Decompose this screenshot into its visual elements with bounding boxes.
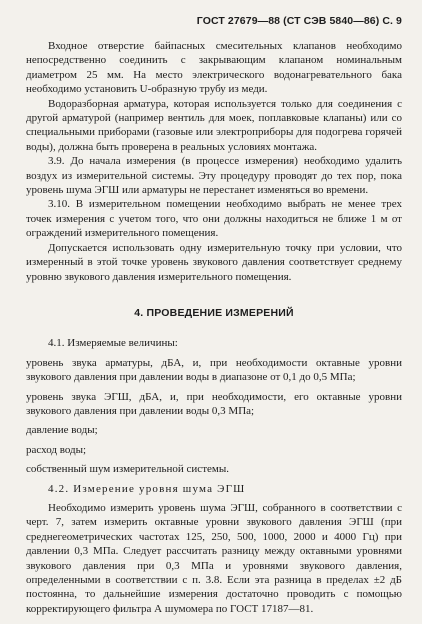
list-item: расход воды;	[26, 443, 87, 456]
paragraph-bypass-valves: Входное отверстие байпасных смесительных клапанов необходимо непосредственно соединить с закрывающим клапаном номинальным диаметром 25 мм. На место электрического водонагревательного бака необходимо установить U-образную трубу из меди.	[26, 40, 402, 96]
document-body	[26, 39, 402, 616]
paragraph-single-point: Допускается использовать одну измерительную точку при условии, что измеренный в этой точке уровень звукового давления соответствует среднему уровню звукового давления измерительного помещения.	[26, 241, 402, 283]
subsection-4-1: 4.1. Измеряемые величины:	[48, 337, 178, 350]
subsection-4-2: 4.2. Измерение уровня шума ЭГШ	[48, 482, 246, 495]
page-header: ГОСТ 27679—88 (СТ СЭВ 5840—86) С. 9	[196, 15, 402, 27]
list-item: собственный шум измерительной системы.	[26, 463, 229, 476]
list-item: уровень звука арматуры, дБА, и, при необходимости октавные уровни звукового давления при давлении воды в диапазоне от 0,1 до 0,5 МПа;	[26, 356, 402, 384]
paragraph-fittings: Водоразборная арматура, которая используется только для соединения с другой арматурой (например вентиль для моек, поплавковые клапаны) или со специальными приборами (газовые или электроприборы для подогрева горячей воды), должна быть проверена в реальных условиях монтажа.	[26, 97, 402, 153]
section-heading: 4. ПРОВЕДЕНИЕ ИЗМЕРЕНИЙ	[134, 306, 294, 319]
paragraph-egsh-measurement: Необходимо измерить уровень шума ЭГШ, собранного в соответствии с черт. 7, затем измерить октавные уровни звукового давления ЭГШ (при среднегеометрических частотах 125, 250, 500, 1000, 2000 и 4000 Гц) при давлении 0,3 МПа. Следует рассчитать разницу между октавными уровнями звукового давления при 0,3 МПа и уровнями звукового давления, определенными в соответствии с п. 3.8. Если эта разница в пределах ±2 дБ постоянна, то дальнейшие измерения достаточно проводить с помощью корректирующего фильтра А шумомера по ГОСТ 17187—81.	[26, 501, 402, 615]
paragraph-3-9: 3.9. До начала измерения (в процессе измерения) необходимо удалить воздух из измерительной системы. Эту процедуру проводят до тех пор, пока уровень шума ЭГШ или арматуры не перестанет изменяться во времени.	[26, 155, 402, 197]
list-item: давление воды;	[26, 424, 98, 437]
paragraph-3-10: 3.10. В измерительном помещении необходимо выбрать не менее трех точек измерения с учетом того, что они должны находиться не ближе 1 м от ограждений измерительного помещения.	[26, 198, 402, 240]
list-item: уровень звука ЭГШ, дБА, и, при необходимости, его октавные уровни звукового давления при давлении воды 0,3 МПа;	[26, 390, 402, 417]
